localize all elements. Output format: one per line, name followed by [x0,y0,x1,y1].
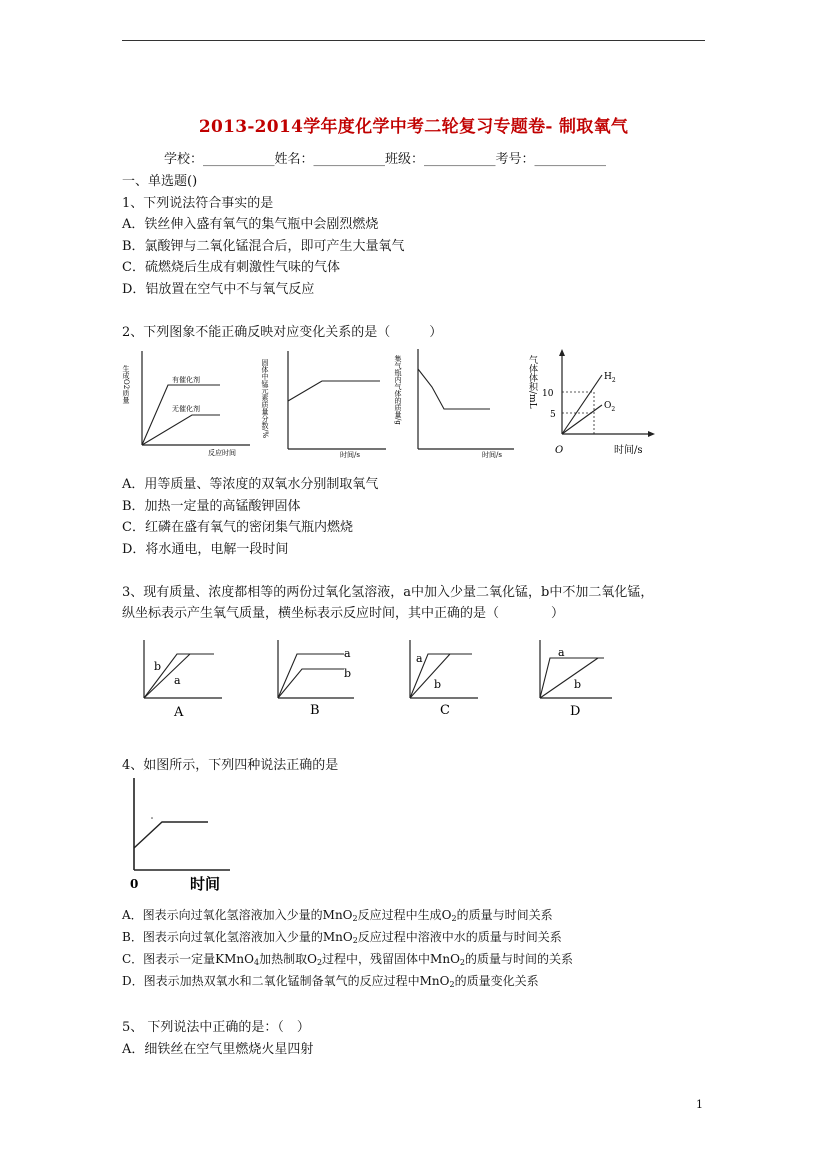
q2-g1-line1: 有催化剂 [172,376,200,384]
q2-g2-ylabel: 固体中锰元素质量分数/% [261,359,269,439]
q3-graph-b [278,640,354,718]
q2-g3-xlabel: 时间/s [482,451,502,459]
q2-option-b: B．加热一定量的高锰酸钾固体 [122,499,301,514]
q3-graph-d [540,640,612,719]
q5-option-a: A．细铁丝在空气里燃烧火星四射 [122,1042,314,1057]
q3-label-c: C [440,703,450,718]
q3-stem-line2: 纵坐标表示产生氧气质量，横坐标表示反应时间，其中正确的是（ ） [122,606,565,621]
q1-option-c: C．硫燃烧后生成有刺激性气味的气体 [122,260,340,275]
q2-option-c: C．红磷在盛有氧气的密闭集气瓶内燃烧 [122,520,353,535]
q2-g1-xlabel: 反应时间 [208,449,236,457]
q2-g4-ylabel: 气体体积/mL [527,355,537,409]
q2-option-a: A．用等质量、等浓度的双氧水分别制取氧气 [122,477,379,492]
q3-graph-a [144,640,222,720]
student-info-line: 学校：___________姓名：___________班级：___________考号：___________ [164,152,607,167]
q2-g2-xlabel: 时间/s [340,451,360,459]
q3-d-label-b: b [574,678,582,691]
q3-c-label-b: b [434,678,442,691]
q1-option-d: D．铝放置在空气中不与氧气反应 [122,282,315,297]
q4-option-d: D．图表示加热双氧水和二氧化锰制备氧气的反应过程中MnO$_2$的质量变化关系 [122,974,539,989]
q3-d-label-a: a [558,646,565,659]
q2-g4-xlabel: 时间/s [614,445,643,456]
q3-a-label-b: b [154,660,162,673]
q3-graphs [122,636,632,720]
q4-option-a: A．图表示向过氧化氢溶液加入少量的MnO$_2$反应过程中生成$O_2$的质量与时间关系 [122,908,553,923]
q3-label-d: D [570,704,581,719]
q4-xlabel: 时间 [190,875,221,893]
q2-g4-tick10: 10 [542,389,554,399]
q3-stem-line1: 3、现有质量、浓度都相等的两份过氧化氢溶液，a中加入少量二氧化锰，b中不加二氧化锰， [122,585,654,600]
q3-c-label-a: a [416,652,423,665]
q2-graph-1 [122,351,250,457]
q2-g4-tick5: 5 [550,410,556,420]
q4-stem: 4、如图所示，下列四种说法正确的是 [122,758,339,773]
q2-stem: 2、下列图象不能正确反映对应变化关系的是（ ） [122,325,443,340]
page-number: 1 [696,1098,703,1111]
q2-graphs [122,345,662,463]
q3-label-a: A [174,705,184,720]
q2-g4-o2: $O_2$ [604,401,616,413]
q3-graph-c [410,640,478,718]
q4-option-b: B．图表示向过氧化氢溶液加入少量的MnO$_2$反应过程中溶液中水的质量与时间关系 [122,930,562,945]
q2-g1-line2: 无催化剂 [172,405,200,413]
q2-g4-h2: $H_2$ [604,372,616,384]
q2-g4-origin: O [555,445,564,456]
q1-stem: 1、下列说法符合事实的是 [122,196,274,211]
q2-graph-4 [527,349,655,456]
q2-graph-3 [394,349,514,459]
q2-g1-ylabel: 生成O2质量 [122,365,130,404]
q4-option-c: C．图表示一定量KMnO$_4$加热制取$O_2$过程中，残留固体中MnO$_2$的质量与时间的关系 [122,952,574,967]
q3-label-b: B [310,703,320,718]
q3-a-label-a: a [174,674,181,687]
q1-option-a: A．铁丝伸入盛有氧气的集气瓶中会剧烈燃烧 [122,217,379,232]
page-title: 2013-2014学年度化学中考二轮复习专题卷- 制取氧气 [198,117,629,137]
q5-stem: 5、 下列说法中正确的是：（ ） [122,1020,310,1035]
q2-g3-ylabel: 集气瓶内气体的质量/g [394,355,402,425]
q2-option-d: D．将水通电，电解一段时间 [122,542,289,557]
section-heading: 一、单选题() [122,174,198,189]
q4-graph [122,776,242,894]
q3-b-label-b: b [344,667,352,680]
q1-option-b: B．氯酸钾与二氧化锰混合后，即可产生大量氧气 [122,239,405,254]
q4-origin: 0 [130,877,139,891]
q3-b-label-a: a [344,647,351,660]
q2-graph-2 [261,351,386,459]
header-rule [122,40,705,41]
